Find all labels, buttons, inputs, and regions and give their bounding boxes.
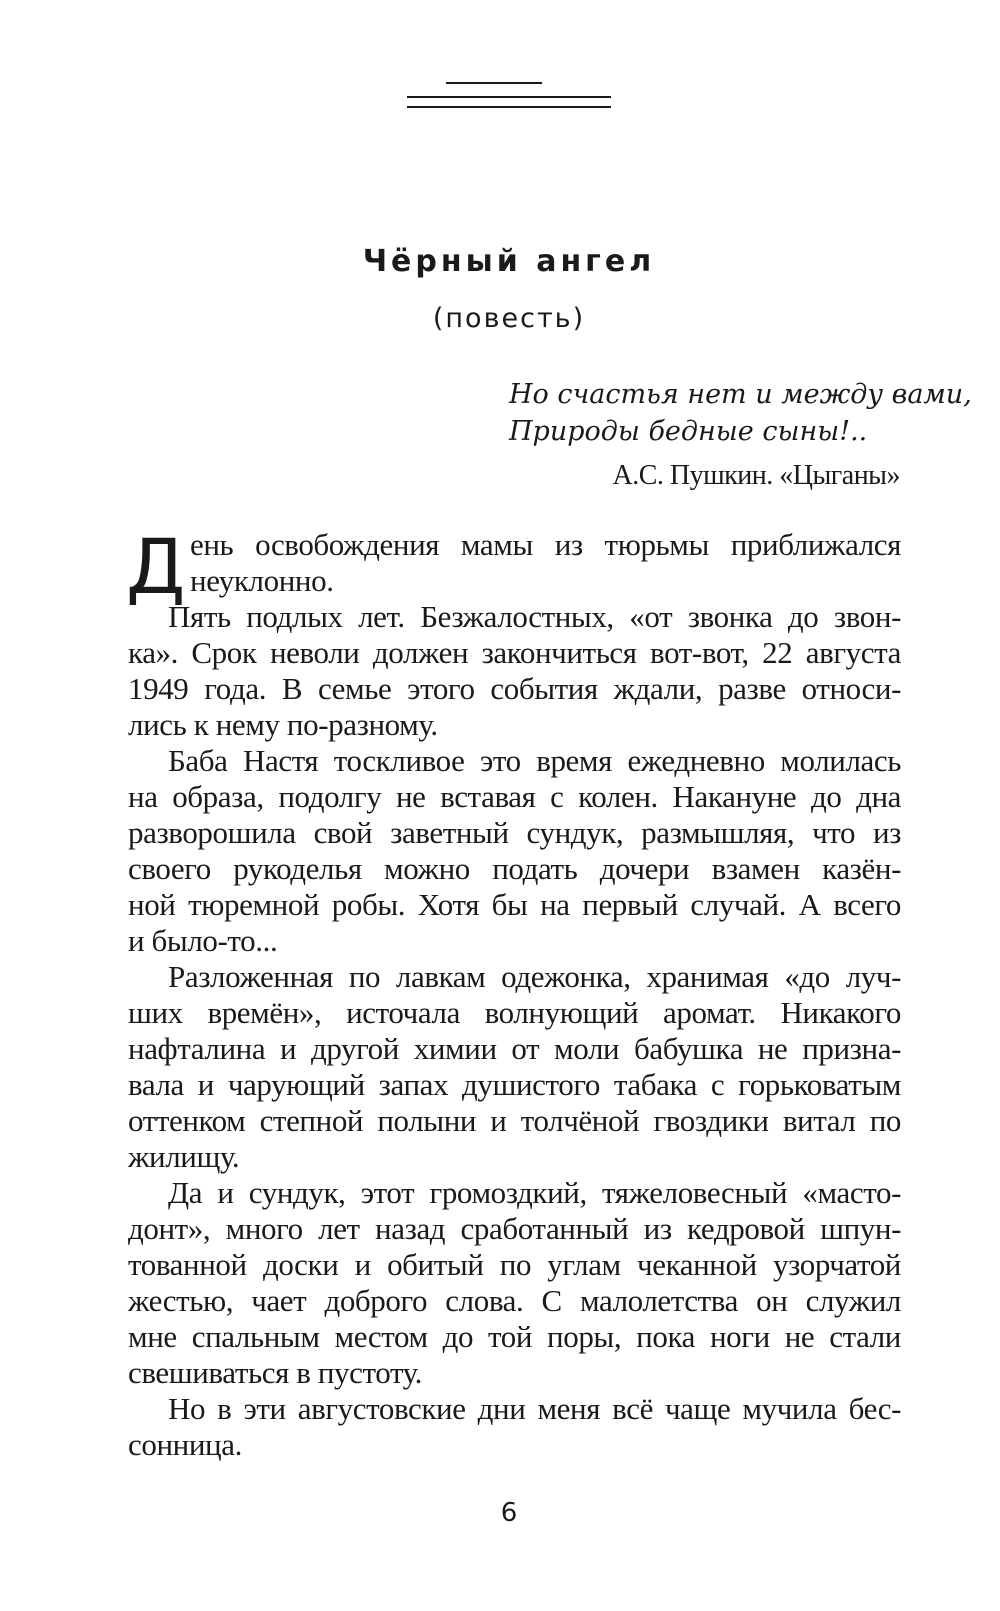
epigraph-line: Природы бедные сыны!.. <box>509 416 868 447</box>
text-line: неуклонно. <box>190 563 334 598</box>
chapter-title: Чёрный ангел <box>362 244 656 279</box>
text-line: Баба Настя тоскливое это время ежедневно молилась <box>168 743 901 778</box>
text-line: тованной доски и обитый по углам чеканной узорчатой <box>128 1247 901 1282</box>
paragraph <box>128 599 901 743</box>
text-line: 1949 года. В семье этого события ждали, разве относи- <box>128 671 901 706</box>
text-line: свешиваться в пустоту. <box>128 1355 423 1390</box>
text-line: нафталина и другой химии от моли бабушка не призна- <box>128 1031 901 1066</box>
ornament-rule-long <box>407 96 611 98</box>
text-line: разворошила свой заветный сундук, размышляя, что из <box>128 815 901 850</box>
text-line: ной тюремной робы. Хотя бы на первый случай. А всего <box>128 887 901 922</box>
epigraph-line: Но счастья нет и между вами, <box>509 379 972 410</box>
text-line: ших времён», источала волнующий аромат. Никакого <box>128 995 901 1030</box>
body-text <box>126 522 901 1463</box>
text-line: Пять подлых лет. Безжалостных, «от звонка до звон- <box>168 599 901 634</box>
text-line: своего рукоделья можно подать дочери взамен казён- <box>128 851 901 886</box>
text-line: Да и сундук, этот громоздкий, тяжеловесный «масто- <box>168 1175 901 1210</box>
text-line: ень освобождения мамы из тюрьмы приближался <box>190 527 901 562</box>
text-line: мне спальным местом до той поры, пока ноги не стали <box>128 1319 901 1354</box>
text-line: оттенком степной полыни и толчёной гвоздики витал по <box>128 1103 901 1138</box>
paragraph <box>128 527 901 599</box>
text-line: Разложенная по лавкам одежонка, хранимая «до луч- <box>168 959 901 994</box>
page-number: 6 <box>500 1498 518 1528</box>
text-line: Но в эти августовские дни меня всё чаще мучила бес- <box>168 1391 901 1426</box>
paragraph <box>128 959 901 1175</box>
ornament-rule-short <box>446 82 542 84</box>
text-line: жестью, чает доброго слова. С малолетства он служил <box>128 1283 901 1318</box>
epigraph <box>509 376 972 450</box>
text-line: и было-то... <box>128 923 278 958</box>
text-line: вала и чарующий запах душистого табака с горьковатым <box>128 1067 901 1102</box>
paragraph <box>128 1175 901 1391</box>
text-line: сонница. <box>128 1427 242 1462</box>
paragraph <box>128 743 901 959</box>
drop-cap: Д <box>126 522 185 611</box>
text-line: ка». Срок неволи должен закончиться вот-вот, 22 августа <box>128 635 901 670</box>
text-line: жилищу. <box>128 1139 240 1174</box>
text-line: на образа, подолгу не вставая с колен. Накануне до дна <box>128 779 901 814</box>
text-line: лись к нему по-разному. <box>128 707 438 742</box>
chapter-subtitle: (повесть) <box>432 303 586 334</box>
text-line: донт», много лет назад сработанный из кедровой шпун- <box>128 1211 901 1246</box>
epigraph-attribution: А.С. Пушкин. «Цыганы» <box>612 460 900 491</box>
paragraph <box>128 1391 901 1463</box>
